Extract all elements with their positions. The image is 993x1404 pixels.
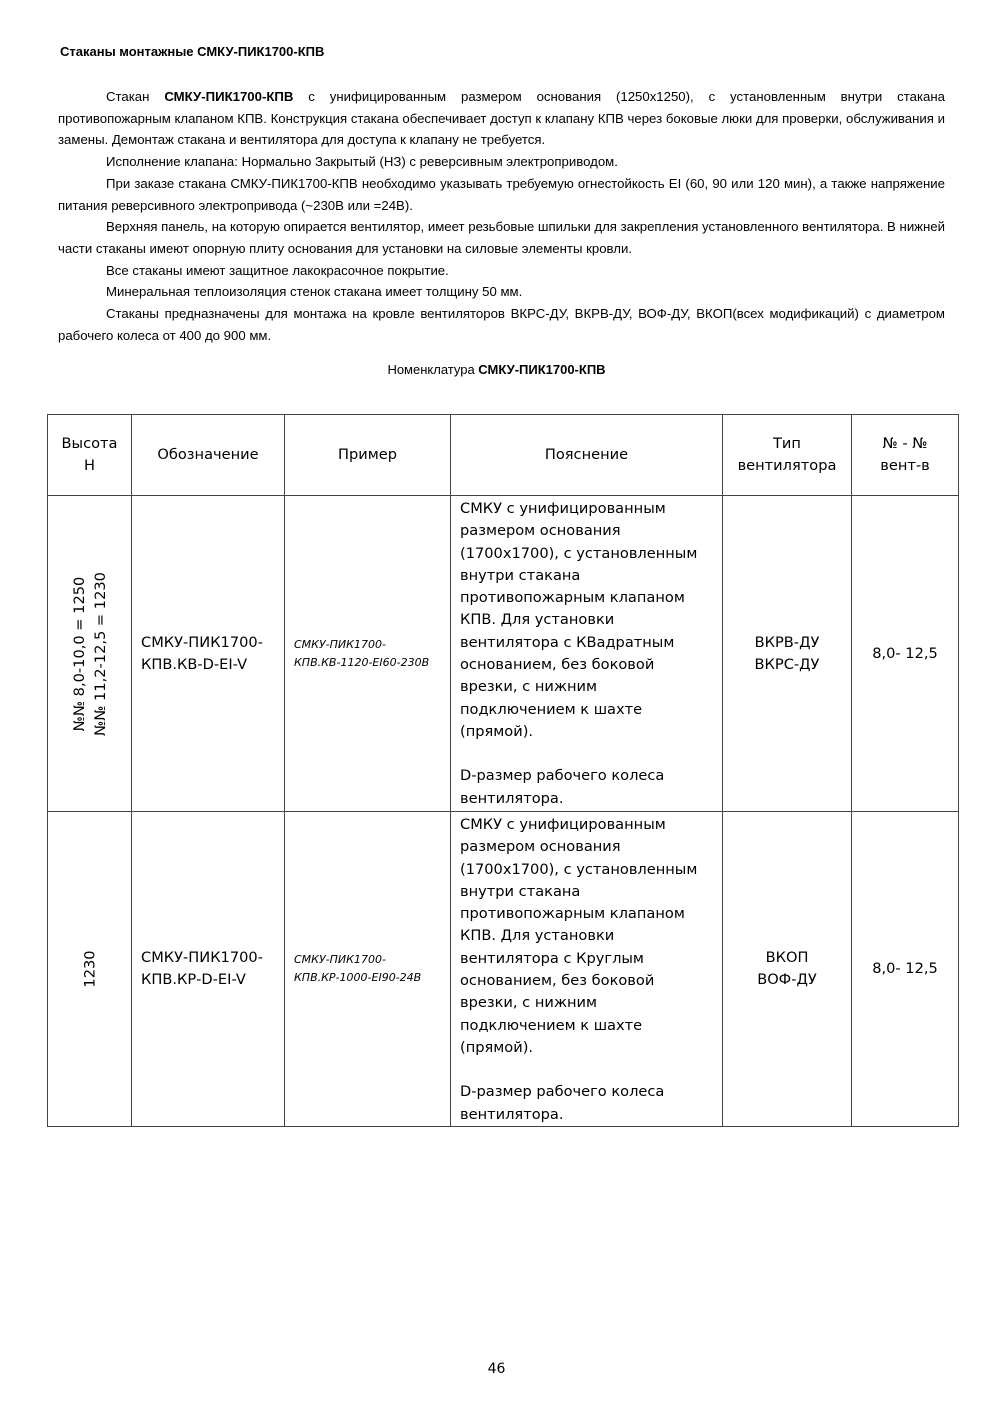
header-fan-numbers [852,415,959,496]
example-line2: КПВ.КВ-1120-EI60-230В [294,655,430,669]
header-fan-type [723,415,852,496]
page-title: Стаканы монтажные СМКУ-ПИК1700-КПВ [60,44,325,59]
explanation-main: СМКУ с унифицированным размером основания (1700х1700), с установленным внутри стакана противопожарным клапаном КПВ. Для установки вентилятора с Круглым основанием, без боковой врезки, с нижним подключением к шахте (прямой). [460,816,698,1056]
cell-designation [132,812,285,1127]
header-height-line1: Высота [61,435,118,452]
caption-product-bold: СМКУ-ПИК1700-КПВ [478,362,606,377]
paragraph-intro-start: Стакан [106,89,165,104]
cell-height [48,812,132,1127]
header-fan-numbers-line2: вент-в [880,457,930,474]
page-number: 46 [487,1361,506,1377]
nomenclature-table [47,414,959,1127]
height-rotated-text [79,950,100,987]
paragraph-top-panel: Верхняя панель, на которую опирается вентилятор, имеет резьбовые шпильки для закрепления установленного вентилятора. В нижней части стаканы имеют опорную плиту основания для установки на силовые элементы кровли. [58,219,945,256]
description-text [58,86,945,346]
fan-type-1: ВКОП [765,948,809,966]
paragraph-intro [58,86,945,151]
header-fan-numbers-line1: № - № [882,435,928,452]
cell-explanation [451,812,723,1127]
cell-fan-type [723,812,852,1127]
table-caption [0,362,993,377]
example-line2: КПВ.КР-1000-EI90-24В [294,970,422,984]
header-fan-type-line1: Тип [773,435,801,452]
cell-height [48,496,132,812]
example-line1: СМКУ-ПИК1700- [294,952,386,966]
header-explanation: Пояснение [451,415,723,496]
header-height-line2: Н [84,457,95,474]
height-value: 1230 [81,950,98,988]
designation-line2: КПВ.КВ-D-EI-V [141,655,248,673]
header-example: Пример [285,415,451,496]
paragraph-coating: Все стаканы имеют защитное лакокрасочное покрытие. [106,262,449,278]
paragraph-insulation: Минеральная теплоизоляция стенок стакана имеет толщину 50 мм. [106,284,523,300]
table-row [48,812,959,1127]
explanation-main: СМКУ с унифицированным размером основания (1700х1700), с установленным внутри стакана противопожарным клапаном КПВ. Для установки вентилятора с КВадратным основанием, без боковой врезки, с нижним подключением к шахте (прямой). [460,500,698,740]
cell-explanation [451,496,723,812]
header-height [48,415,132,496]
height-range-2: №№ 11,2-12,5 = 1230 [91,571,109,736]
fan-type-2: ВКРС-ДУ [754,655,820,673]
header-designation: Обозначение [132,415,285,496]
product-name-bold: СМКУ-ПИК1700-КПВ [164,89,294,104]
fan-type-1: ВКРВ-ДУ [754,633,820,651]
designation-line2: КПВ.КР-D-EI-V [141,970,246,988]
cell-fan-type [723,496,852,812]
height-rotated-text [69,572,111,736]
paragraph-purpose: Стаканы предназначены для монтажа на кровле вентиляторов ВКРС-ДУ, ВКРВ-ДУ, ВОФ-ДУ, ВКОП(всех модификаций) с диаметром рабочего колеса от 400 до 900 мм. [58,306,945,343]
example-line1: СМКУ-ПИК1700- [294,637,386,651]
cell-fan-numbers: 8,0- 12,5 [852,496,959,812]
explanation-note: D-размер рабочего колеса вентилятора. [460,767,665,807]
paragraph-valve: Исполнение клапана: Нормально Закрытый (НЗ) с реверсивным электроприводом. [106,154,618,170]
caption-text: Номенклатура [387,362,479,377]
height-range-1: №№ 8,0-10,0 = 1250 [70,576,88,731]
designation-line1: СМКУ-ПИК1700- [141,948,263,966]
paragraph-order: При заказе стакана СМКУ-ПИК1700-КПВ необходимо указывать требуемую огнестойкость EI (60, 90 или 120 мин), а также напряжение питания реверсивного электропривода (~230В или =24В). [58,175,945,213]
paragraph-intro-rest: с унифицированным размером основания (1250х1250), с установленным внутри стакана противопожарным клапаном КПВ. Конструкция стакана обеспечивает доступ к клапану КПВ через боковые люки для проверки, обслуживания и замены. Демонтаж стакана и вентилятора для доступа к клапану не требуется. [58,89,945,148]
cell-example [285,812,451,1127]
cell-fan-numbers: 8,0- 12,5 [852,812,959,1127]
header-fan-type-line2: вентилятора [737,457,837,474]
cell-example [285,496,451,812]
explanation-note: D-размер рабочего колеса вентилятора. [460,1083,665,1123]
designation-line1: СМКУ-ПИК1700- [141,633,263,651]
fan-type-2: ВОФ-ДУ [757,970,817,988]
table-header-row [48,415,959,496]
cell-designation [132,496,285,812]
table-row [48,496,959,812]
